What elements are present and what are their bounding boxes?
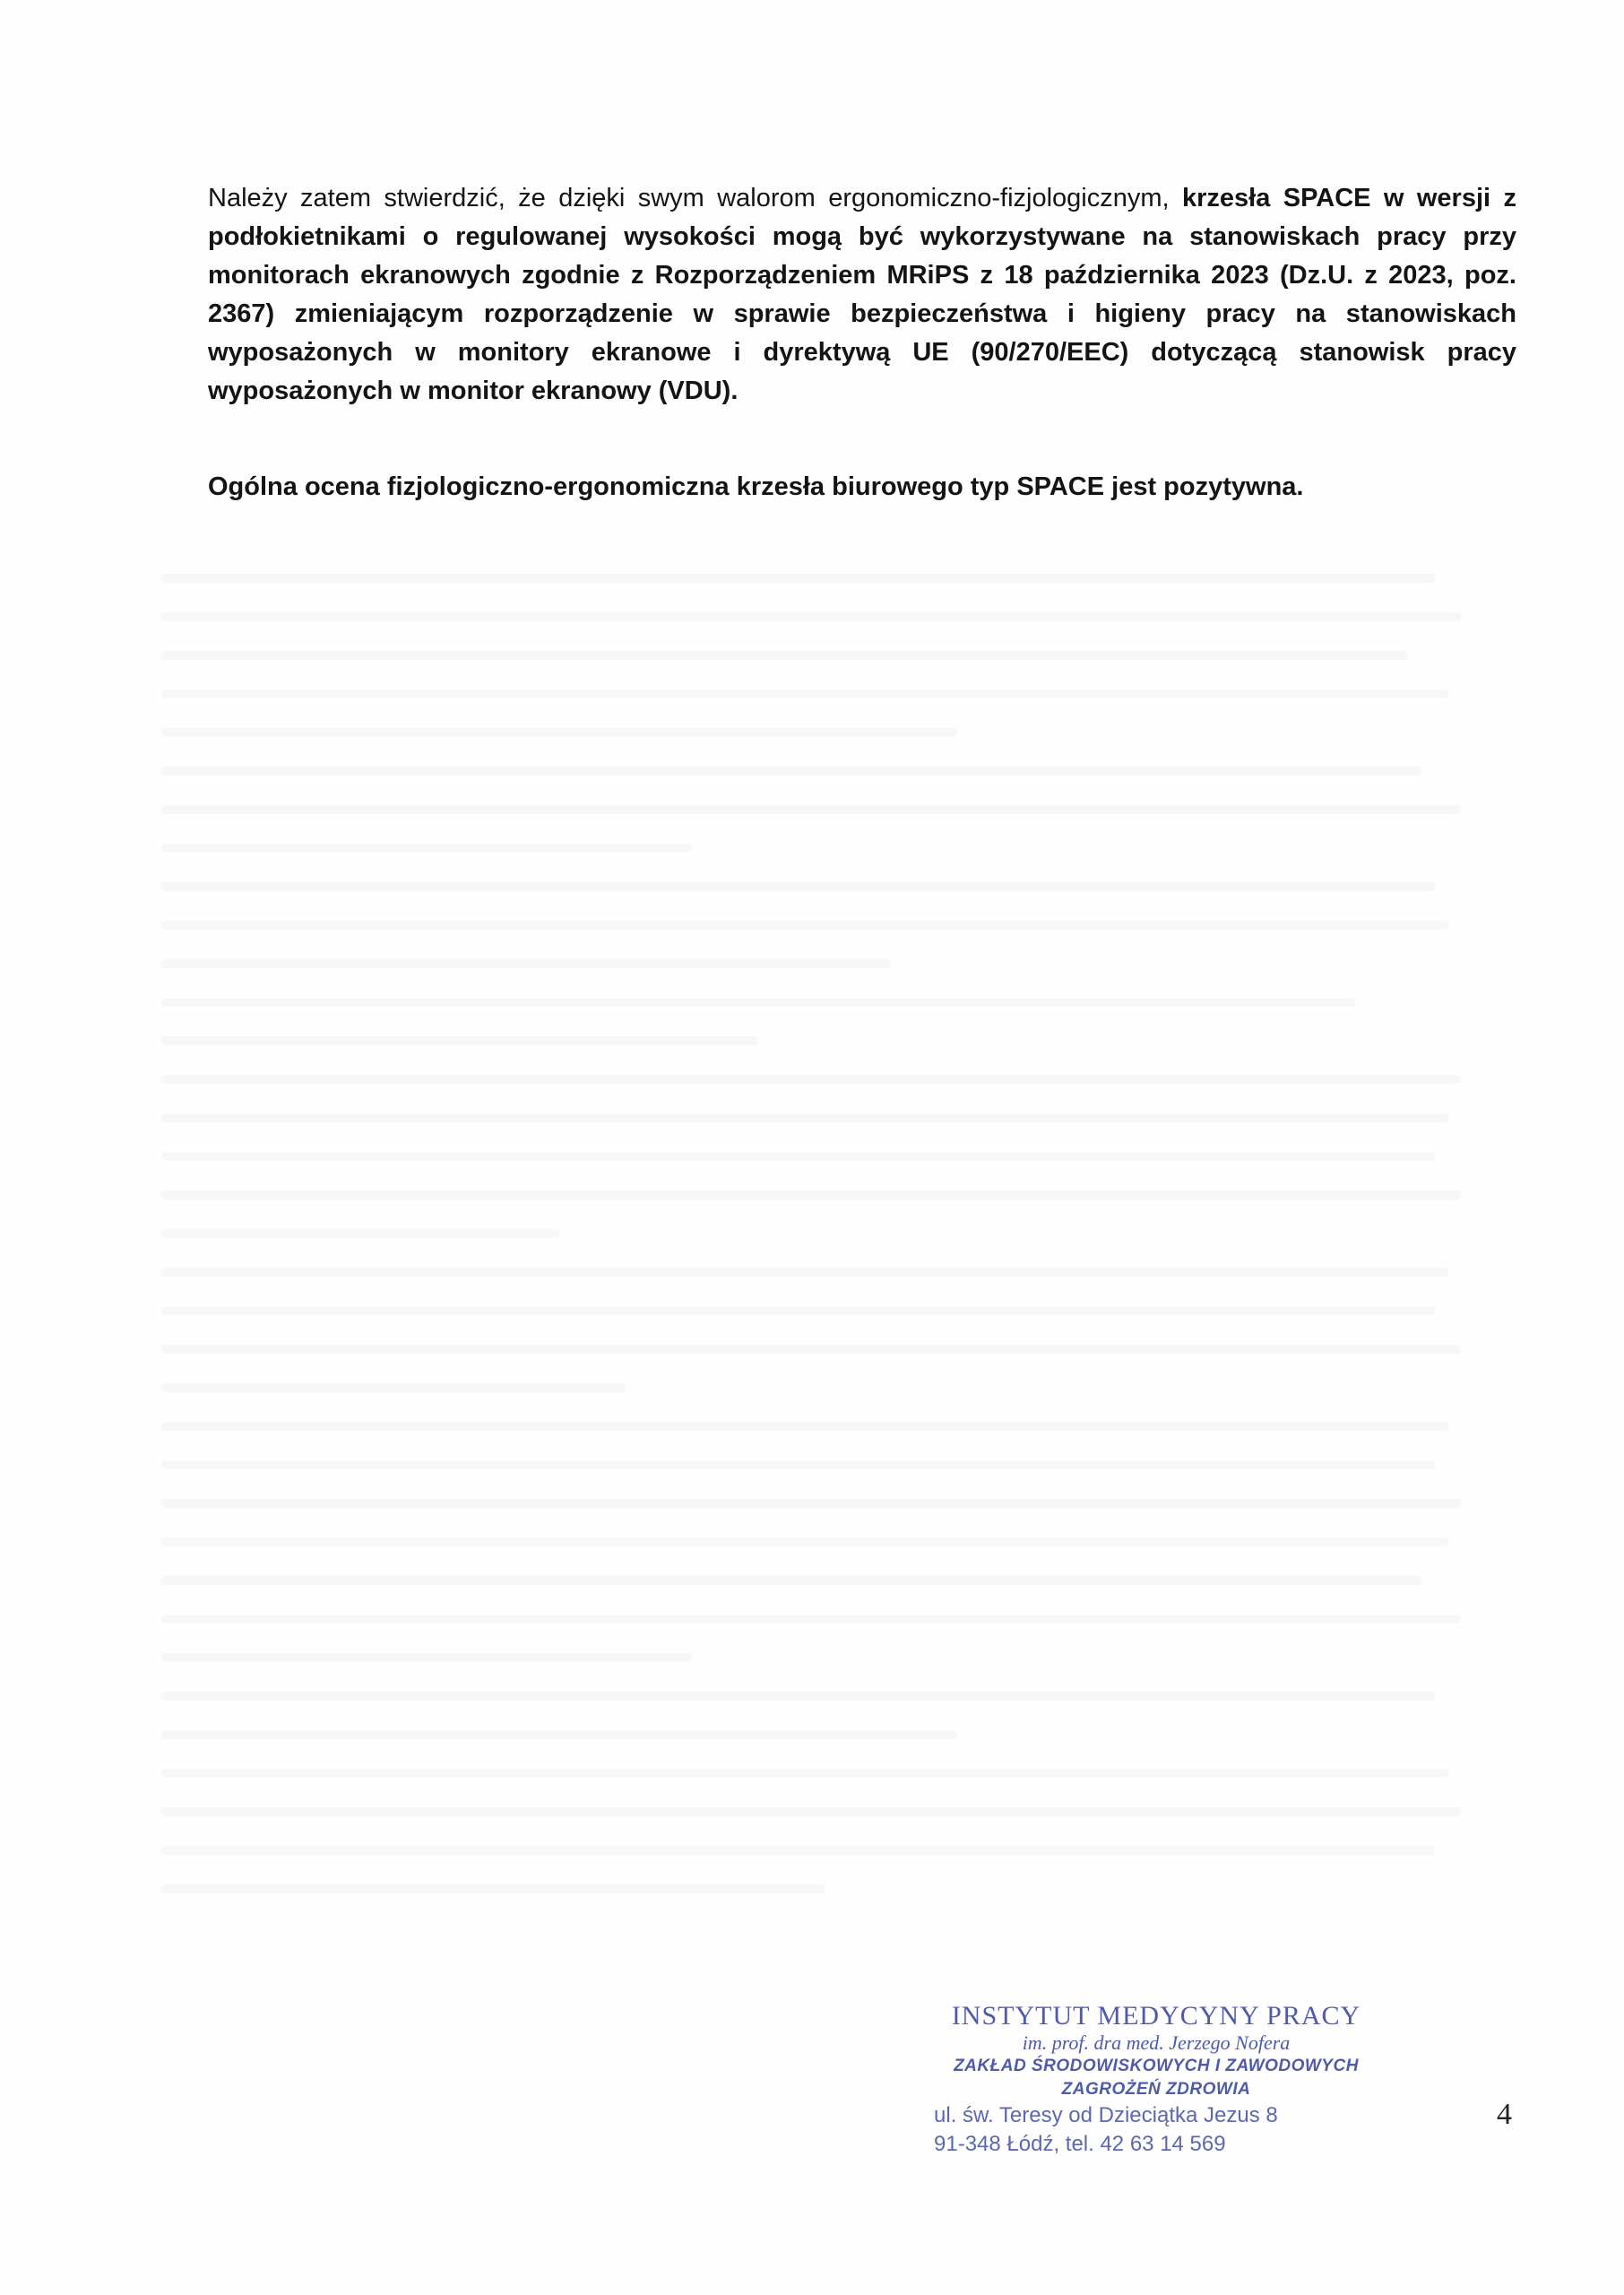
show-through-background bbox=[161, 574, 1488, 2008]
page-number: 4 bbox=[1497, 2098, 1512, 2131]
stamp-institute-name: INSTYTUT MEDYCYNY PRACY bbox=[951, 2001, 1361, 2031]
paragraph-intro: Należy zatem stwierdzić, że dzięki swym walorom ergonomiczno-fizjologicznym, bbox=[208, 184, 1182, 212]
stamp-department-cont: ZAGROŻEŃ ZDROWIA bbox=[1061, 2080, 1251, 2099]
paragraph-bold-statement: krzesła SPACE w wersji z podłokietnikami o regulowanej wysokości mogą być wykorzystywane na stanowiskach pracy przy monitorach ekranowych zgodnie z Rozporządzeniem MRiPS z 18 października 2023 (Dz.U. z 2023, poz. 2367) zmieniającym rozporządzenie w sprawie bezpieczeństwa i higieny pracy na stanowiskach wyposażonych w monitory ekranowe i dyrektywą UE (90/270/EEC) dotyczącą stanowisk pracy wyposażonych w monitor ekranowy (VDU). bbox=[208, 184, 1516, 405]
overall-assessment: Ogólna ocena fizjologiczno-ergonomiczna krzesła biurowego typ SPACE jest pozytywna. bbox=[208, 472, 1304, 501]
stamp-address: ul. św. Teresy od Dzieciątka Jezus 8 bbox=[934, 2103, 1278, 2127]
paragraph-text bbox=[208, 179, 1516, 411]
stamp-patron: im. prof. dra med. Jerzego Nofera bbox=[1022, 2031, 1291, 2054]
institute-stamp bbox=[923, 2001, 1389, 2159]
stamp-phone: 91-348 Łódź, tel. 42 63 14 569 bbox=[934, 2132, 1226, 2156]
stamp-department: ZAKŁAD ŚRODOWISKOWYCH I ZAWODOWYCH bbox=[954, 2057, 1359, 2075]
main-paragraph bbox=[208, 179, 1516, 411]
